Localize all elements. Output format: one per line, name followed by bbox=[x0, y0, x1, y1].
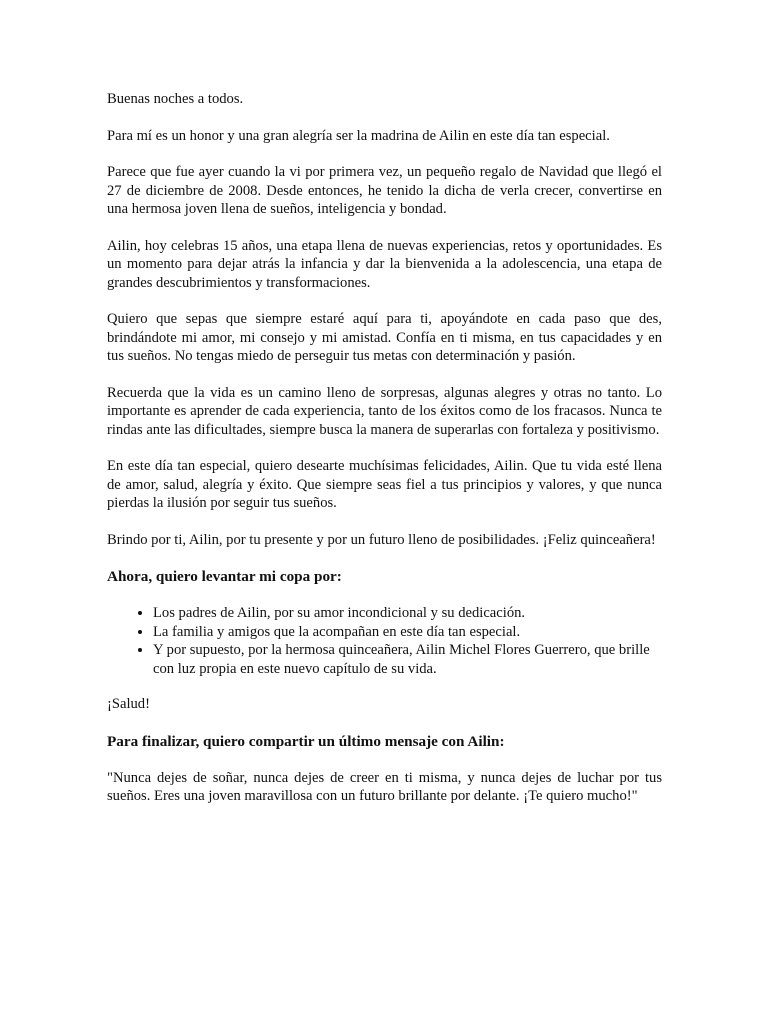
toast-item-parents: • Los padres de Ailin, por su amor incondicional y su dedicación. bbox=[153, 604, 662, 623]
toast-item-quinceanera: • Y por supuesto, por la hermosa quinceañera, Ailin Michel Flores Guerrero, que brille con luz propia en este nuevo capítulo de su vida. bbox=[153, 641, 662, 678]
paragraph-toast: Brindo por ti, Ailin, por tu presente y por un futuro lleno de posibilidades. ¡Feliz quinceañera! bbox=[107, 531, 656, 548]
document-body bbox=[107, 90, 662, 824]
final-message: "Nunca dejes de soñar, nunca dejes de creer en ti misma, y nunca dejes de luchar por tus sueños. Eres una joven maravillosa con un futuro brillante por delante. ¡Te quiero mucho!" bbox=[107, 769, 662, 804]
final-heading: Para finalizar, quiero compartir un último mensaje con Ailin: bbox=[107, 732, 505, 750]
paragraph-wishes: En este día tan especial, quiero desearte muchísimas felicidades, Ailin. Que tu vida esté llena de amor, salud, alegría y éxito. Que siempre seas fiel a tus principios y valores, y que nunca pierdas la ilusión por seguir tus sueños. bbox=[107, 458, 662, 511]
greeting-line: Buenas noches a todos. bbox=[107, 91, 244, 107]
toast-heading: Ahora, quiero levantar mi copa por: bbox=[107, 568, 342, 585]
paragraph-life: Recuerda que la vida es un camino lleno de sorpresas, algunas alegres y otras no tanto. Lo importante es aprender de cada experiencia, tanto de los éxitos como de los fracasos. Nunca te rindas ante las dificultades, siempre busca la manera de superarlas con fortaleza y positivismo. bbox=[107, 384, 662, 438]
paragraph-birth: Parece que fue ayer cuando la vi por primera vez, un pequeño regalo de Navidad que llegó el 27 de diciembre de 2008. Desde entonces, he tenido la dicha de verla crecer, convertirse en una hermosa joven llena de sueños, inteligencia y bondad. bbox=[107, 164, 662, 217]
toast-list bbox=[107, 604, 662, 678]
paragraph-honor: Para mí es un honor y una gran alegría ser la madrina de Ailin en este día tan especial. bbox=[107, 127, 610, 144]
paragraph-fifteen: Ailin, hoy celebras 15 años, una etapa llena de nuevas experiencias, retos y oportunidades. Es un momento para dejar atrás la infancia y dar la bienvenida a la adolescencia, una etapa de grandes descubrimientos y transformaciones. bbox=[107, 237, 662, 291]
paragraph-support: Quiero que sepas que siempre estaré aquí para ti, apoyándote en cada paso que des, brindándote mi amor, mi consejo y mi amistad. Confía en ti misma, en tus capacidades y en tus sueños. No tengas miedo de perseguir tus metas con determinación y pasión. bbox=[107, 311, 662, 364]
cheers-line: ¡Salud! bbox=[107, 696, 150, 712]
toast-item-family: • La familia y amigos que la acompañan en este día tan especial. bbox=[153, 623, 662, 642]
